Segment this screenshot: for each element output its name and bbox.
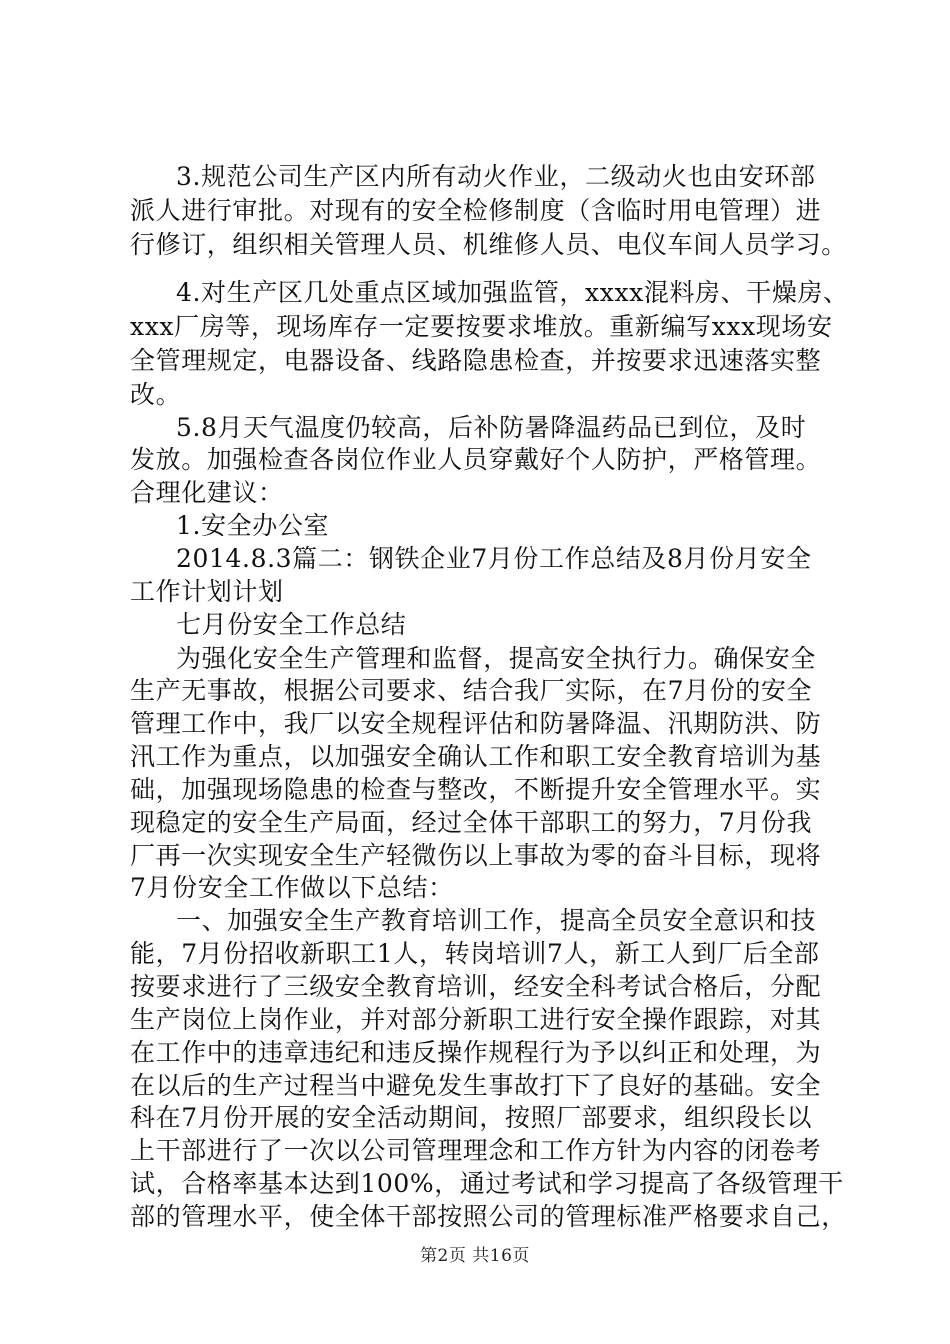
text-line: 上干部进行了一次以公司管理理念和工作方针为内容的闭卷考 [130, 1136, 822, 1165]
text-line: 生产无事故，根据公司要求、结合我厂实际，在7月份的安全 [130, 676, 813, 705]
text-line: 试，合格率基本达到100%，通过考试和学习提高了各级管理干 [130, 1169, 844, 1198]
section-heading: 七月份安全工作总结 [176, 610, 407, 639]
text-line: 5.8月天气温度仍较高，后补防暑降温药品已到位，及时 [176, 413, 807, 442]
text-line: 合理化建议： [130, 478, 284, 507]
text-line: 部的管理水平，使全体干部按照公司的管理标准严格要求自己， [130, 1202, 847, 1231]
text-line: 1.安全办公室 [176, 511, 330, 540]
text-line: 为强化安全生产管理和监督，提高安全执行力。确保安全 [176, 644, 817, 673]
text-line: 按要求进行了三级安全教育培训，经安全科考试合格后，分配 [130, 972, 822, 1001]
text-line: 现稳定的安全生产局面，经过全体干部职工的努力，7月份我 [130, 808, 813, 837]
text-line: 生产岗位上岗作业，并对部分新职工进行安全操作跟踪，对其 [130, 1005, 822, 1034]
text-line: 全管理规定，电器设备、线路隐患检查，并按要求迅速落实整 [130, 346, 822, 375]
text-line: 行修订，组织相关管理人员、机维修人员、电仪车间人员学习。 [130, 230, 847, 259]
text-line: 科在7月份开展的安全活动期间，按照厂部要求，组织段长以 [130, 1103, 813, 1132]
text-line: 工作计划计划 [130, 577, 284, 606]
text-line: 汛工作为重点，以加强安全确认工作和职工安全教育培训为基 [130, 742, 822, 771]
text-line: 在工作中的违章违纪和违反操作规程行为予以纠正和处理，为 [130, 1038, 822, 1067]
text-line: 能，7月份招收新职工1人，转岗培训7人，新工人到厂后全部 [130, 939, 820, 968]
page-footer: 第2页 共16页 [420, 1246, 530, 1266]
text-line: 派人进行审批。对现有的安全检修制度（含临时用电管理）进 [130, 196, 822, 225]
text-line: 管理工作中，我厂以安全规程评估和防暑降温、汛期防洪、防 [130, 709, 822, 738]
text-line: 厂再一次实现安全生产轻微伤以上事故为零的奋斗目标，现将 [130, 841, 822, 870]
text-line: 改。 [130, 380, 182, 409]
text-line: 础，加强现场隐患的检查与整改，不断提升安全管理水平。实 [130, 775, 822, 804]
text-line: 7月份安全工作做以下总结： [130, 873, 454, 902]
text-line: 一、加强安全生产教育培训工作，提高全员安全意识和技 [176, 906, 817, 935]
text-line: 发放。加强检查各岗位作业人员穿戴好个人防护，严格管理。 [130, 445, 822, 474]
text-line: 3.规范公司生产区内所有动火作业，二级动火也由安环部 [176, 162, 816, 191]
text-line: 2014.8.3篇二：钢铁企业7月份工作总结及8月份月安全 [176, 544, 812, 573]
text-line: 在以后的生产过程当中避免发生事故打下了良好的基础。安全 [130, 1071, 822, 1100]
text-line: 4.对生产区几处重点区域加强监管，xxxx混料房、干燥房、 [176, 278, 849, 307]
text-line: xxx厂房等，现场库存一定要按要求堆放。重新编写xxx现场安 [130, 312, 833, 341]
